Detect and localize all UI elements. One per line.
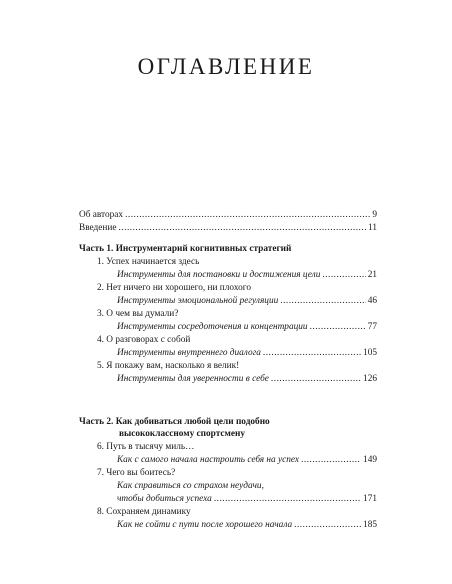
chapter-1-title: 1. Успех начинается здесь xyxy=(97,257,200,267)
part-2-heading: Часть 2. Как добиваться любой цели подобно xyxy=(79,417,270,427)
toc-entry-chapter-3[interactable] xyxy=(117,321,377,333)
entry-label: Как не сойти с пути после хорошего начала xyxy=(117,520,293,530)
chapter-7-title: 7. Чего вы боитесь? xyxy=(97,468,176,478)
entry-page: 11 xyxy=(368,223,377,233)
entry-page: 105 xyxy=(363,348,377,358)
toc-entry-chapter-6[interactable] xyxy=(117,454,377,466)
entry-label: чтобы добиться успеха xyxy=(117,494,212,504)
entry-label: Инструменты эмоциональной регуляции xyxy=(117,296,279,306)
leader-dots xyxy=(271,373,361,385)
entry-label: Инструменты сосредоточения и концентрации xyxy=(117,322,308,332)
page-title: ОГЛАВЛЕНИЕ xyxy=(137,54,315,79)
toc-entry-chapter-5[interactable] xyxy=(117,373,377,385)
toc-entry-chapter-4[interactable] xyxy=(117,347,377,359)
entry-label: Инструменты для постановки и достижения цели xyxy=(117,270,321,280)
entry-page: 171 xyxy=(363,494,377,504)
leader-dots xyxy=(301,454,361,466)
toc-entry-chapter-8[interactable] xyxy=(117,519,377,531)
entry-label: Об авторах xyxy=(79,210,124,220)
entry-page: 77 xyxy=(367,322,377,332)
toc-entry-chapter-2[interactable] xyxy=(117,295,377,307)
toc-entry-introduction[interactable] xyxy=(79,222,377,234)
leader-dots xyxy=(118,222,366,234)
leader-dots xyxy=(263,347,361,359)
part-1-heading: Часть 1. Инструментарий когнитивных стратегий xyxy=(79,244,292,254)
chapter-8-title: 8. Сохраняем динамику xyxy=(97,507,191,517)
leader-dots xyxy=(214,493,361,505)
chapter-2-title: 2. Нет ничего ни хорошего, ни плохого xyxy=(97,283,251,293)
entry-label: Введение xyxy=(79,223,117,233)
entry-label: Как с самого начала настроить себя на успех xyxy=(117,455,300,465)
leader-dots xyxy=(280,295,365,307)
leader-dots xyxy=(322,269,365,281)
leader-dots xyxy=(294,519,361,531)
chapter-4-title: 4. О разговорах с собой xyxy=(97,335,191,345)
entry-page: 9 xyxy=(372,210,377,220)
entry-page: 21 xyxy=(367,270,377,280)
chapter-6-title: 6. Путь в тысячу миль… xyxy=(97,442,195,452)
toc-entry-about-authors[interactable] xyxy=(79,209,377,221)
leader-dots xyxy=(125,209,370,221)
chapter-7-subtitle-line1: Как справиться со страхом неудачи, xyxy=(117,481,264,491)
part-2-heading-continued: высококлассному спортсмену xyxy=(119,429,245,439)
chapter-3-title: 3. О чем вы думали? xyxy=(97,309,179,319)
toc-entry-chapter-1[interactable] xyxy=(117,269,377,281)
chapter-5-title: 5. Я покажу вам, насколько я велик! xyxy=(97,361,240,371)
leader-dots xyxy=(310,321,366,333)
entry-label: Инструменты внутреннего диалога xyxy=(117,348,261,358)
entry-page: 149 xyxy=(363,455,377,465)
toc-entry-chapter-7[interactable] xyxy=(117,493,377,505)
entry-page: 46 xyxy=(367,296,377,306)
entry-page: 126 xyxy=(363,374,377,384)
entry-label: Инструменты для уверенности в себе xyxy=(117,374,269,384)
entry-page: 185 xyxy=(363,520,377,530)
